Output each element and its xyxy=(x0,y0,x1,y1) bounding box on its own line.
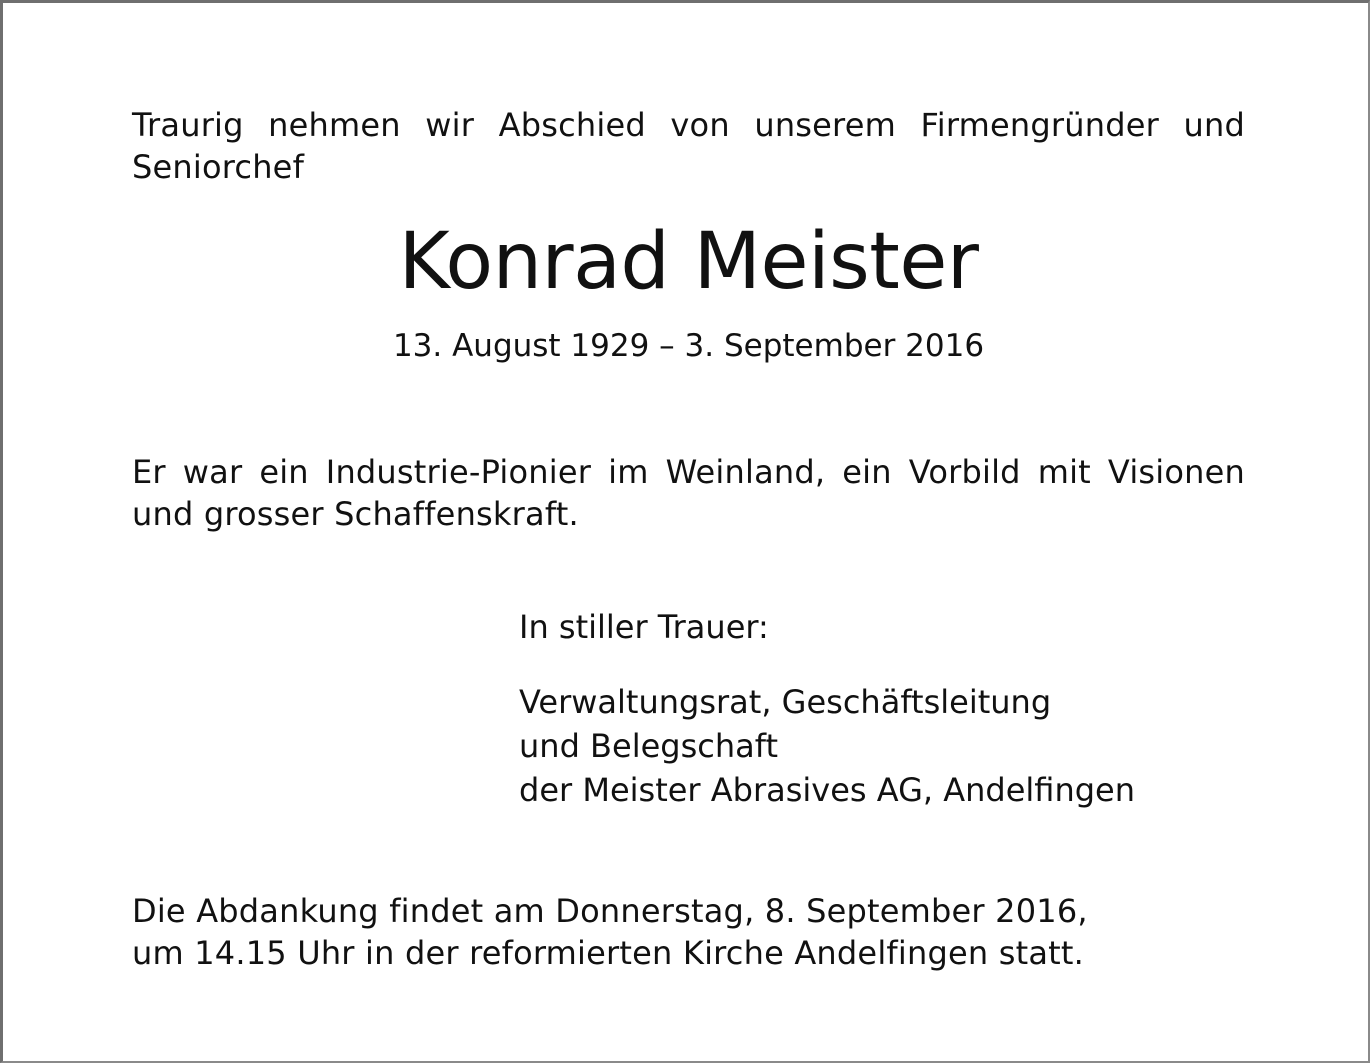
service-line: um 14.15 Uhr in der reformierten Kirche Andelfingen statt. xyxy=(132,934,1084,972)
service-line: Die Abdankung findet am Donnerstag, 8. September 2016, xyxy=(132,892,1088,930)
mourners-line: und Belegschaft xyxy=(519,727,778,765)
intro-text: Traurig nehmen wir Abschied von unserem Firmengründer und Seniorchef xyxy=(132,106,1245,186)
mourners-line: Verwaltungsrat, Geschäftsleitung xyxy=(519,683,1052,721)
mourners-line: der Meister Abrasives AG, Andelfingen xyxy=(519,771,1135,809)
tribute-text: Er war ein Industrie-Pionier im Weinland, ein Vorbild mit Visionen und grosser Schaffenskraft. xyxy=(132,453,1245,533)
life-dates: 13. August 1929 – 3. September 2016 xyxy=(392,328,985,364)
mourners-list xyxy=(519,680,1279,812)
deceased-name: Konrad Meister xyxy=(398,217,979,307)
mourning-heading: In stiller Trauer: xyxy=(519,608,769,646)
service-info xyxy=(132,890,1245,974)
